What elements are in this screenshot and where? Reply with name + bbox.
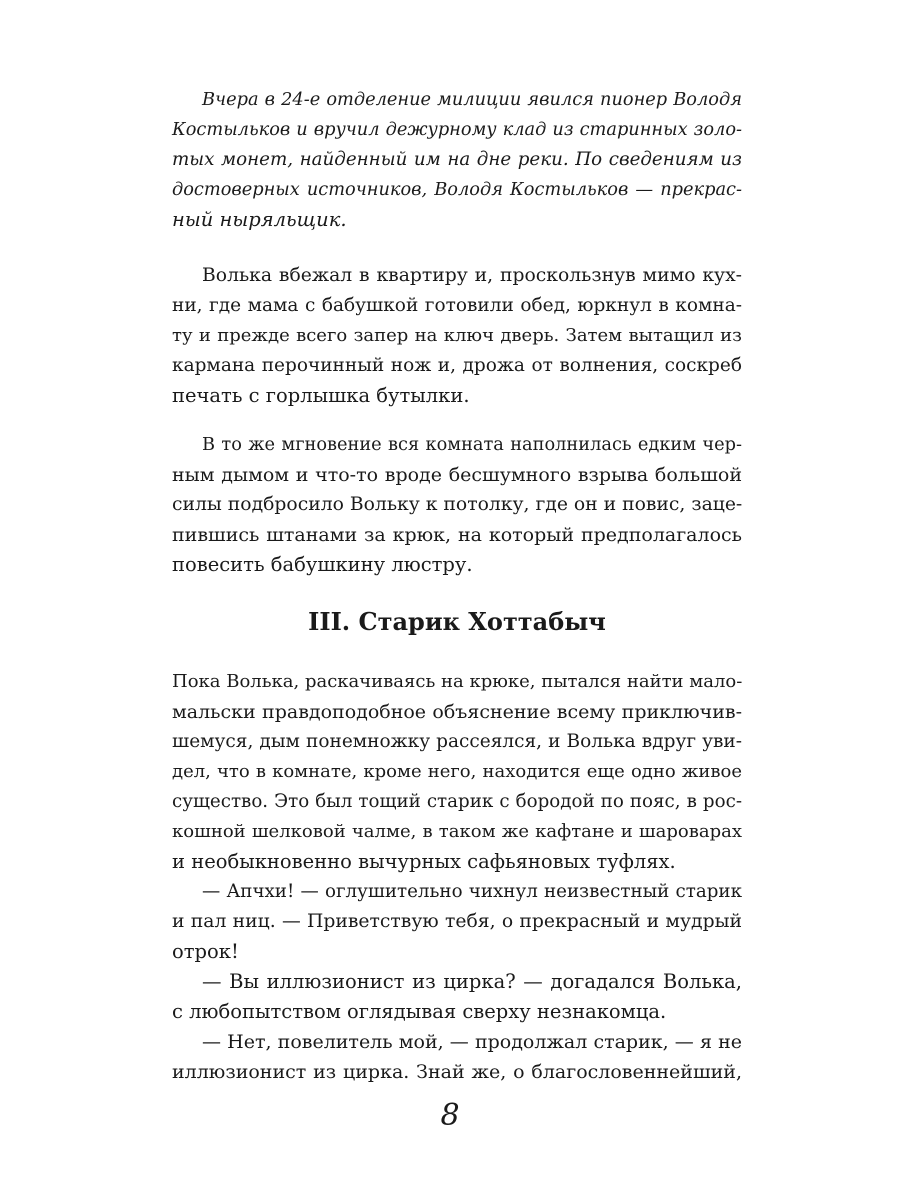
text-line: с любопытством оглядывая сверху незнакомца. [172,1000,667,1023]
text-line: достоверных источников, Володя Костыльков — прекрас- [172,180,742,200]
text-line: кармана перочинный нож и, дрожа от волнения, соскреб [172,355,742,376]
text-line: Костыльков и вручил дежурному клад из старинных золо- [172,120,742,140]
text-line: ный ныряльщик. [172,208,347,231]
text-line: повесить бабушкину люстру. [172,553,473,576]
text-line: Вчера в 24-е отделение милиции явился пионер Володя [202,90,742,110]
text-line: ни, где мама с бабушкой готовили обед, юркнул в комна- [172,295,742,316]
text-line: силы подбросило Вольку к потолку, где он и повис, заце- [172,494,743,515]
text-line: тых монет, найденный им на дне реки. По сведениям из [172,149,742,170]
text-line: Пока Волька, раскачиваясь на крюке, пытался найти мало- [172,671,743,692]
text-line: печать с горлышка бутылки. [172,384,470,407]
text-line: В то же мгновение вся комната наполнилась едким чер- [202,435,742,455]
text-line: — Вы иллюзионист из цирка? — догадался Волька, [202,970,742,993]
text-line: пившись штанами за крюк, на который предполагалось [172,524,742,546]
chapter-title: III. Старик Хоттабыч [308,607,606,636]
text-line: Волька вбежал в квартиру и, проскользнув мимо кух- [202,265,742,286]
text-line: мальски правдоподобное объяснение всему приключив- [172,701,742,723]
text-line: — Нет, повелитель мой, — продолжал старик, — я не [202,1031,742,1053]
text-line: — Апчхи! — оглушительно чихнул неизвестный старик [202,881,742,902]
text-line: шемуся, дым понемножку рассеялся, и Волька вдруг уви- [172,731,742,752]
text-line: кошной шелковой чалме, в таком же кафтане и шароварах [172,821,742,842]
text-line: ным дымом и что-то вроде бесшумного взрыва большой [172,464,742,486]
text-line: отрок! [172,940,239,963]
text-line: и пал ниц. — Приветствую тебя, о прекрасный и мудрый [172,911,742,932]
text-line: и необыкновенно вычурных сафьяновых туфлях. [172,850,676,873]
text-line: иллюзионист из цирка. Знай же, о благословеннейший, [172,1061,742,1083]
text-line: ту и прежде всего запер на ключ дверь. Затем вытащил из [172,325,742,346]
page-number: 8 [440,1098,460,1133]
text-line: существо. Это был тощий старик с бородой по пояс, в рос- [172,791,742,812]
text-line: дел, что в комнате, кроме него, находится еще одно живое [172,761,742,782]
